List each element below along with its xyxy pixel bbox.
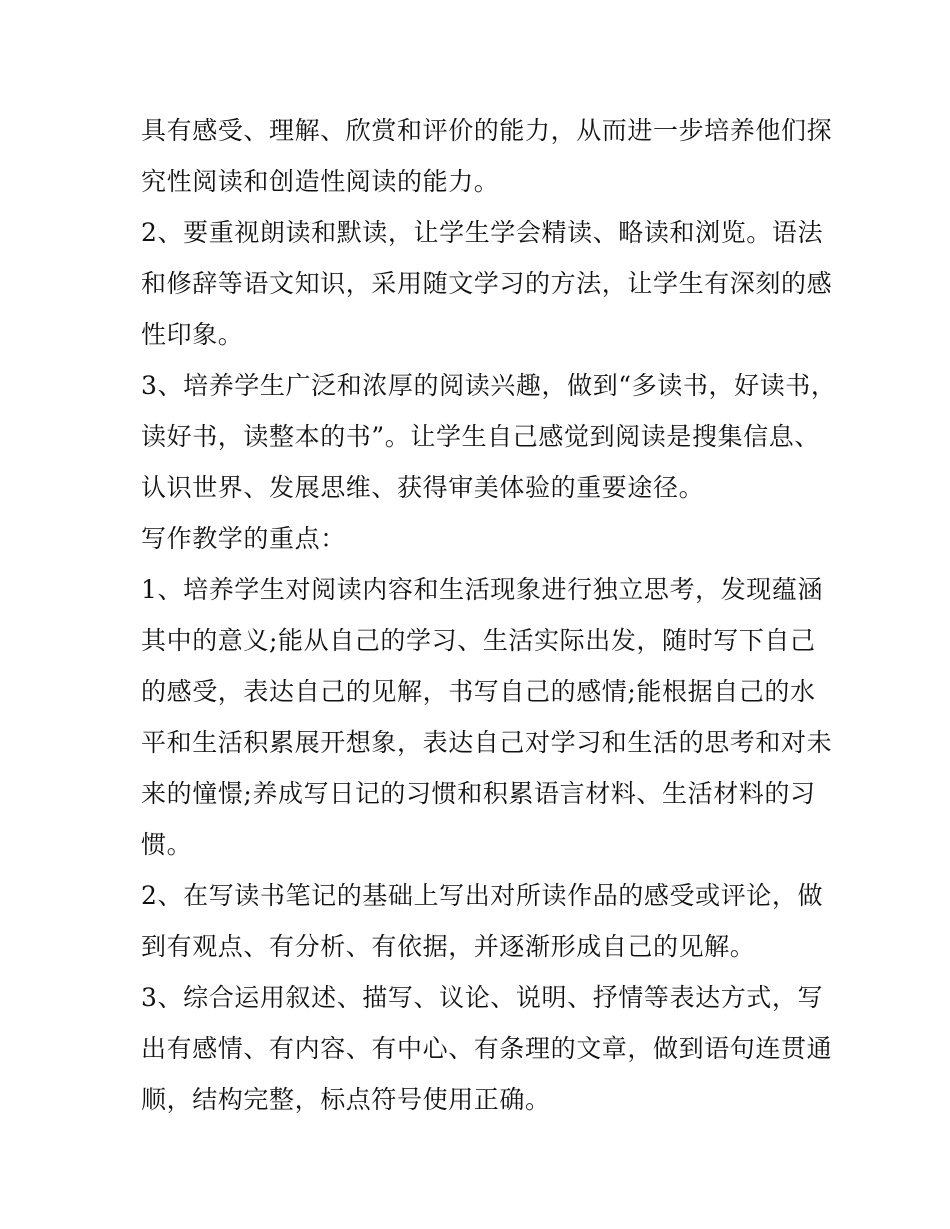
text-line: 惯。 — [141, 830, 193, 859]
text-line: 其中的意义;能从自己的学习、生活实际出发，随时写下自己 — [141, 626, 816, 655]
text-line: 平和生活积累展开想象，表达自己对学习和生活的思考和对未 — [141, 728, 833, 757]
paragraph-reading-ability-continued — [141, 105, 833, 207]
paragraph-writing-point-1 — [141, 564, 833, 870]
text-line: 出有感情、有内容、有中心、有条理的文章，做到语句连贯通 — [141, 1034, 833, 1063]
text-line: 3、综合运用叙述、描写、议论、说明、抒情等表达方式，写 — [141, 983, 824, 1012]
text-line: 顺，结构完整，标点符号使用正确。 — [141, 1085, 551, 1114]
text-line: 1、培养学生对阅读内容和生活现象进行独立思考，发现蕴涵 — [141, 575, 824, 604]
document-body — [141, 105, 837, 1125]
text-line: 的感受，表达自己的见解，书写自己的感情;能根据自己的水 — [141, 677, 816, 706]
text-line: 来的憧憬;养成写日记的习惯和积累语言材料、生活材料的习 — [141, 779, 816, 808]
paragraph-writing-point-3 — [141, 972, 833, 1125]
text-line: 3、培养学生广泛和浓厚的阅读兴趣，做到“多读书，好读书， — [141, 371, 837, 400]
text-line: 2、要重视朗读和默读，让学生学会精读、略读和浏览。语法 — [141, 218, 824, 247]
text-line: 读好书，读整本的书”。让学生自己感觉到阅读是搜集信息、 — [141, 422, 820, 451]
text-line: 认识世界、发展思维、获得审美体验的重要途径。 — [141, 473, 705, 502]
text-line: 究性阅读和创造性阅读的能力。 — [141, 167, 500, 196]
text-line: 具有感受、理解、欣赏和评价的能力，从而进一步培养他们探 — [141, 116, 833, 145]
paragraph-reading-point-3 — [141, 360, 837, 513]
text-line: 性印象。 — [141, 320, 244, 349]
text-line: 写作教学的重点： — [141, 524, 346, 553]
section-heading-writing — [141, 513, 821, 564]
paragraph-writing-point-2 — [141, 870, 824, 972]
text-line: 到有观点、有分析、有依据，并逐渐形成自己的见解。 — [141, 932, 756, 961]
paragraph-reading-point-2 — [141, 207, 833, 360]
text-line: 2、在写读书笔记的基础上写出对所读作品的感受或评论，做 — [141, 881, 824, 910]
text-line: 和修辞等语文知识，采用随文学习的方法，让学生有深刻的感 — [141, 269, 833, 298]
